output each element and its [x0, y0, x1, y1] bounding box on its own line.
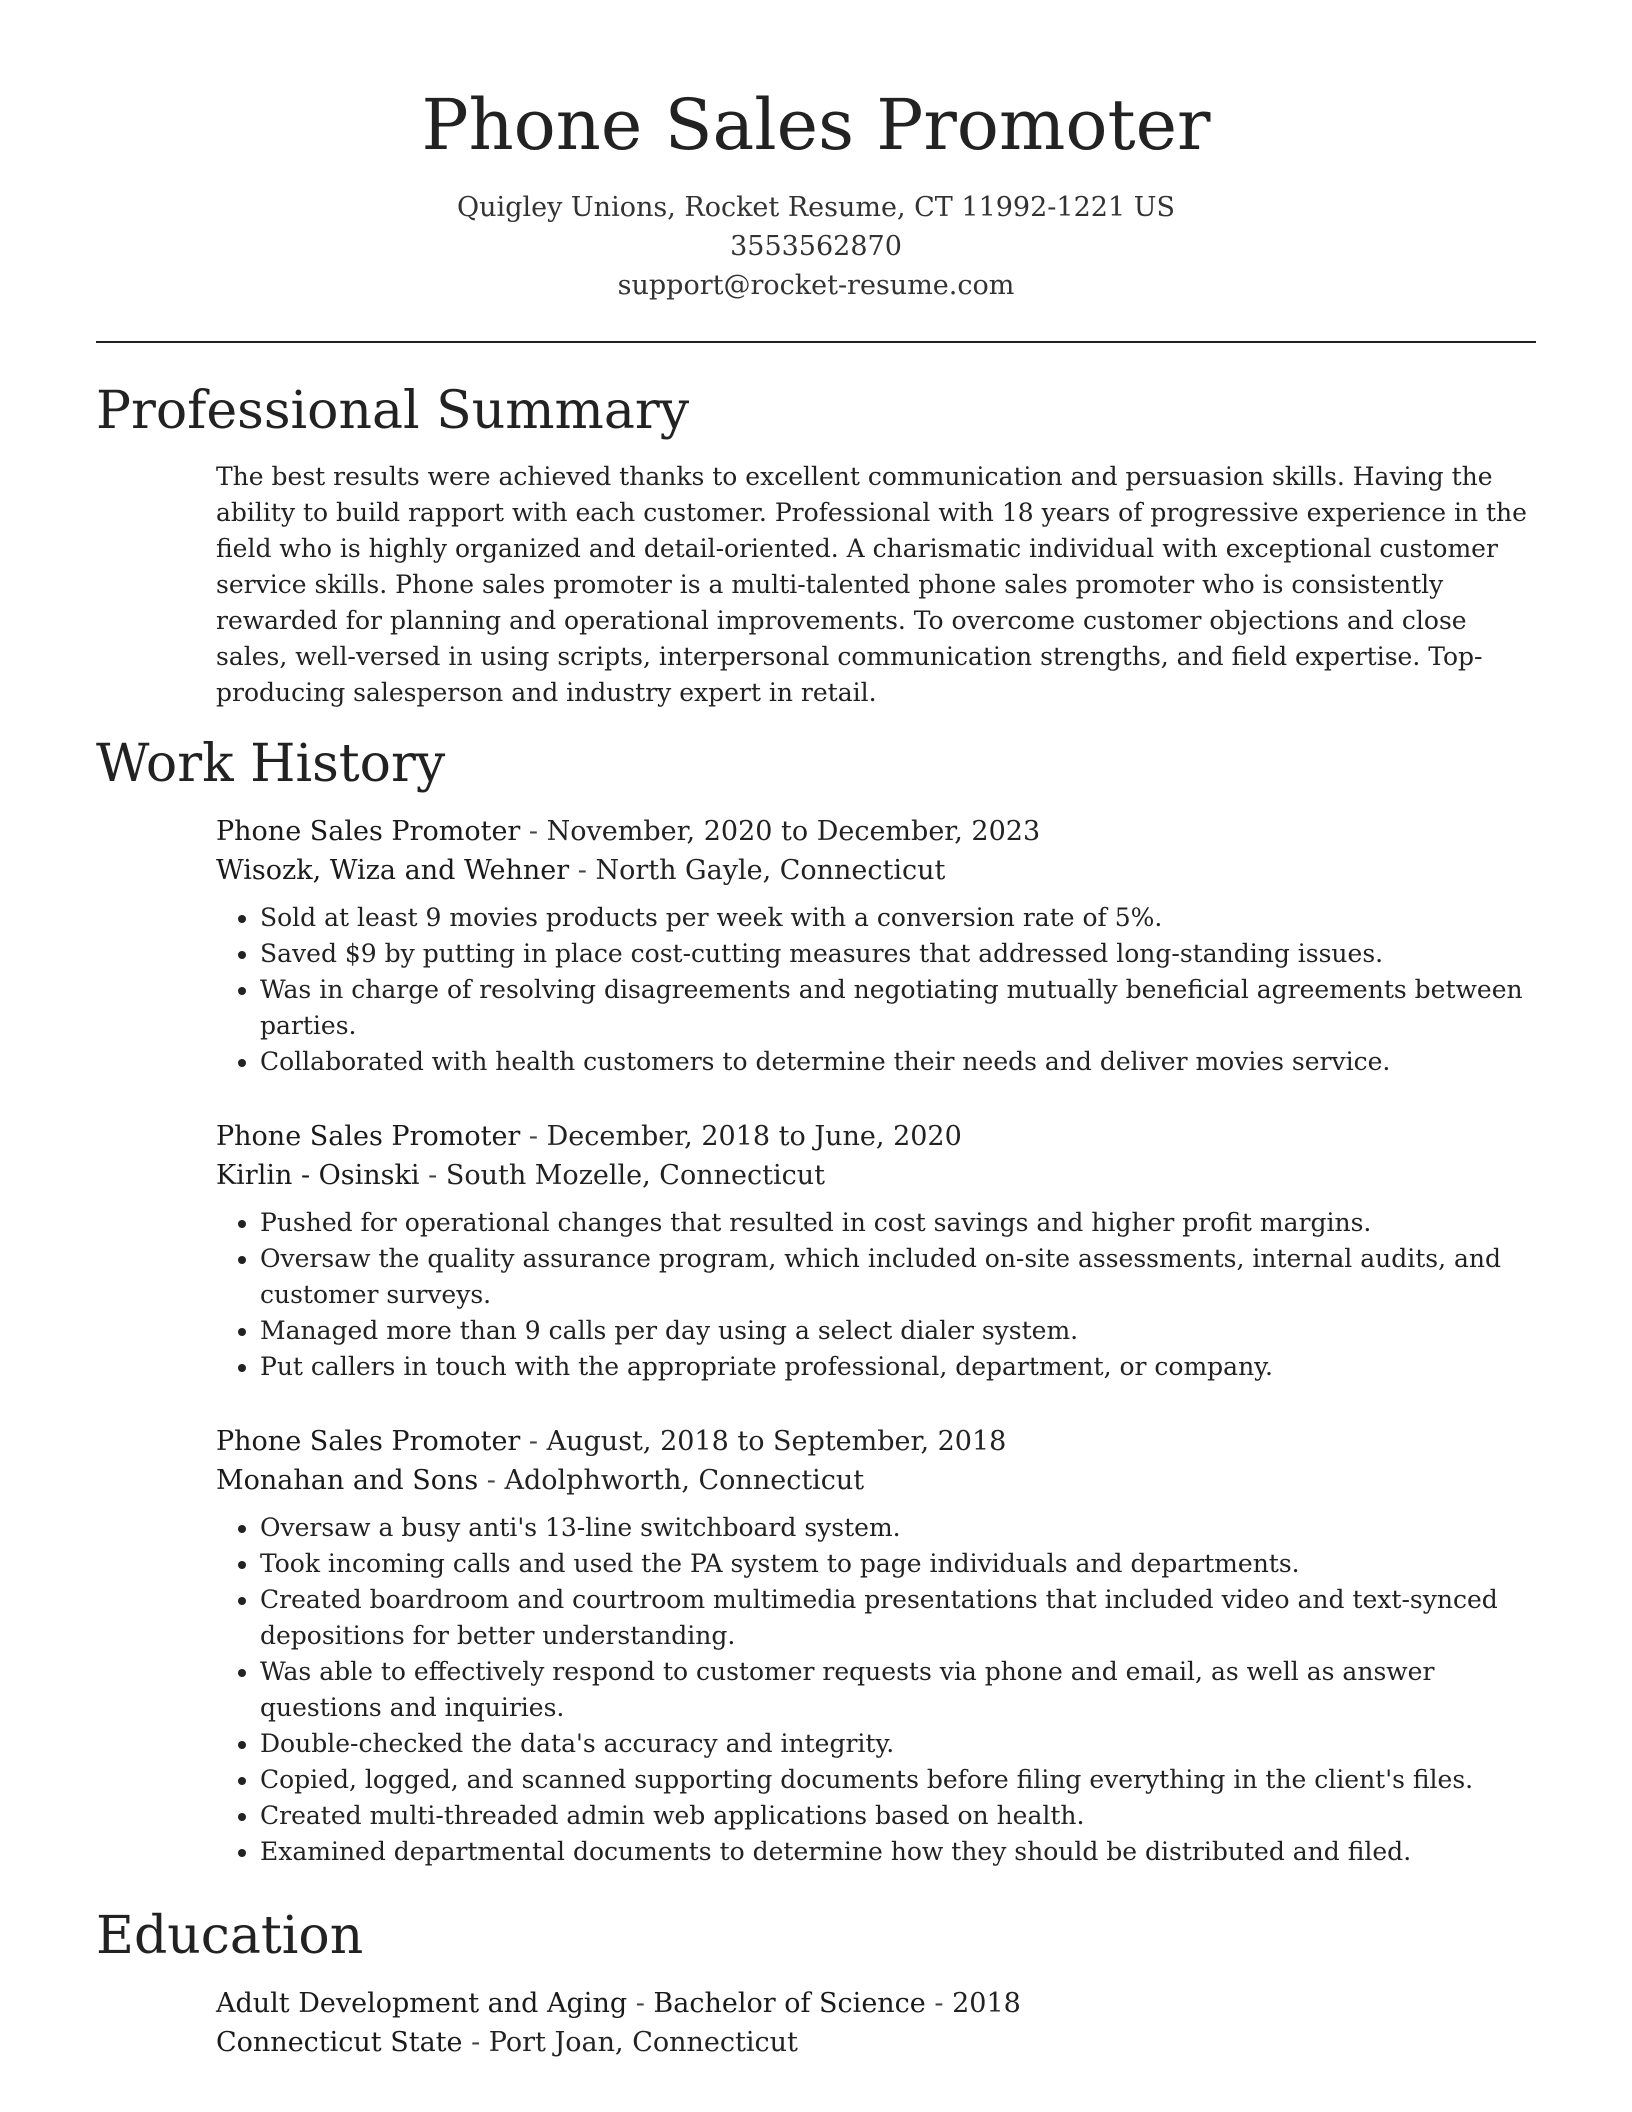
- job-bullet: • Collaborated with health customers to determine their needs and deliver movies service.: [260, 1044, 1536, 1080]
- job-company-line: Monahan and Sons - Adolphworth, Connecticut: [216, 1465, 865, 1496]
- job-entry: [216, 1422, 1536, 1870]
- job-bullets: [216, 1205, 1536, 1385]
- job-bullets: [216, 1510, 1536, 1870]
- job-company: Kirlin - Osinski: [216, 1160, 420, 1191]
- job-bullet: • Copied, logged, and scanned supporting documents before filing everything in the client's files.: [260, 1762, 1536, 1798]
- job-position: Phone Sales Promoter: [216, 1121, 521, 1152]
- summary-text: The best results were achieved thanks to excellent communication and persuasion skills. Having the ability to build rapport with each customer. Professional with 18 years of progressive experience in the field who is highly organized and detail-oriented. A charismatic individual with exceptional customer service skills. Phone sales promoter is a multi-talented phone sales promoter who is consistently rewarded for planning and operational improvements. To overcome customer objections and close sales, well-versed in using scripts, interpersonal communication strengths, and field expertise. Top-producing salesperson and industry expert in retail.: [216, 462, 1527, 707]
- summary-heading: Professional Summary: [96, 381, 690, 441]
- job-bullet: • Took incoming calls and used the PA system to page individuals and departments.: [260, 1546, 1536, 1582]
- education-location: Port Joan, Connecticut: [488, 2027, 798, 2058]
- job-location: North Gayle, Connecticut: [595, 855, 946, 886]
- job-bullet: • Examined departmental documents to determine how they should be distributed and filed.: [260, 1834, 1536, 1870]
- job-location: Adolphworth, Connecticut: [504, 1465, 865, 1496]
- job-dates: August, 2018 to September, 2018: [546, 1426, 1007, 1457]
- job-title-line: Phone Sales Promoter - November, 2020 to December, 2023: [216, 816, 1041, 847]
- job-bullet: • Oversaw a busy anti's 13-line switchboard system.: [260, 1510, 1536, 1546]
- resume-header: [96, 80, 1536, 305]
- education-degree: Bachelor of Science: [653, 1988, 926, 2019]
- candidate-title: Phone Sales Promoter: [421, 84, 1211, 166]
- job-bullet: • Created multi-threaded admin web applications based on health.: [260, 1798, 1536, 1834]
- job-bullet: • Double-checked the data's accuracy and integrity.: [260, 1726, 1536, 1762]
- job-company-line: Kirlin - Osinski - South Mozelle, Connecticut: [216, 1160, 825, 1191]
- education-entry: [216, 1984, 1536, 2062]
- summary-section: [216, 459, 1536, 711]
- job-bullet: • Put callers in touch with the appropriate professional, department, or company.: [260, 1349, 1536, 1385]
- job-bullet: • Sold at least 9 movies products per week with a conversion rate of 5%.: [260, 900, 1536, 936]
- education-school: Connecticut State: [216, 2027, 463, 2058]
- job-entry: [216, 1117, 1536, 1385]
- education-degree-line: Adult Development and Aging - Bachelor of Science - 2018: [216, 1988, 1021, 2019]
- education-school-line: Connecticut State - Port Joan, Connecticut: [216, 2027, 798, 2058]
- job-company-line: Wisozk, Wiza and Wehner - North Gayle, Connecticut: [216, 855, 946, 886]
- education-field: Adult Development and Aging: [216, 1988, 628, 2019]
- job-position: Phone Sales Promoter: [216, 1426, 521, 1457]
- education-heading: Education: [96, 1906, 364, 1966]
- job-location: South Mozelle, Connecticut: [445, 1160, 825, 1191]
- job-dates: December, 2018 to June, 2020: [546, 1121, 962, 1152]
- job-entry: [216, 812, 1536, 1080]
- education-year: 2018: [952, 1988, 1021, 2019]
- job-bullet: • Was in charge of resolving disagreements and negotiating mutually beneficial agreements between parties.: [260, 972, 1536, 1044]
- job-bullet: • Created boardroom and courtroom multimedia presentations that included video and text-synced depositions for better understanding.: [260, 1582, 1536, 1654]
- job-bullet: • Managed more than 9 calls per day using a select dialer system.: [260, 1313, 1536, 1349]
- job-title-line: Phone Sales Promoter - August, 2018 to September, 2018: [216, 1426, 1007, 1457]
- job-bullets: [216, 900, 1536, 1080]
- address-line: Quigley Unions, Rocket Resume, CT 11992-1221 US: [457, 192, 1175, 223]
- job-dates: November, 2020 to December, 2023: [546, 816, 1041, 847]
- contact-info: [96, 188, 1536, 305]
- job-bullet: • Pushed for operational changes that resulted in cost savings and higher profit margins.: [260, 1205, 1536, 1241]
- job-position: Phone Sales Promoter: [216, 816, 521, 847]
- phone-line: 3553562870: [730, 231, 902, 262]
- job-bullet: • Oversaw the quality assurance program, which included on-site assessments, internal audits, and customer surveys.: [260, 1241, 1536, 1313]
- job-company: Wisozk, Wiza and Wehner: [216, 855, 570, 886]
- header-divider: [96, 341, 1536, 343]
- job-company: Monahan and Sons: [216, 1465, 479, 1496]
- job-bullet: • Saved $9 by putting in place cost-cutting measures that addressed long-standing issues.: [260, 936, 1536, 972]
- job-bullet: • Was able to effectively respond to customer requests via phone and email, as well as answer questions and inquiries.: [260, 1654, 1536, 1726]
- job-title-line: Phone Sales Promoter - December, 2018 to June, 2020: [216, 1121, 962, 1152]
- work-history-heading: Work History: [96, 734, 446, 794]
- email-line: support@rocket-resume.com: [617, 270, 1015, 301]
